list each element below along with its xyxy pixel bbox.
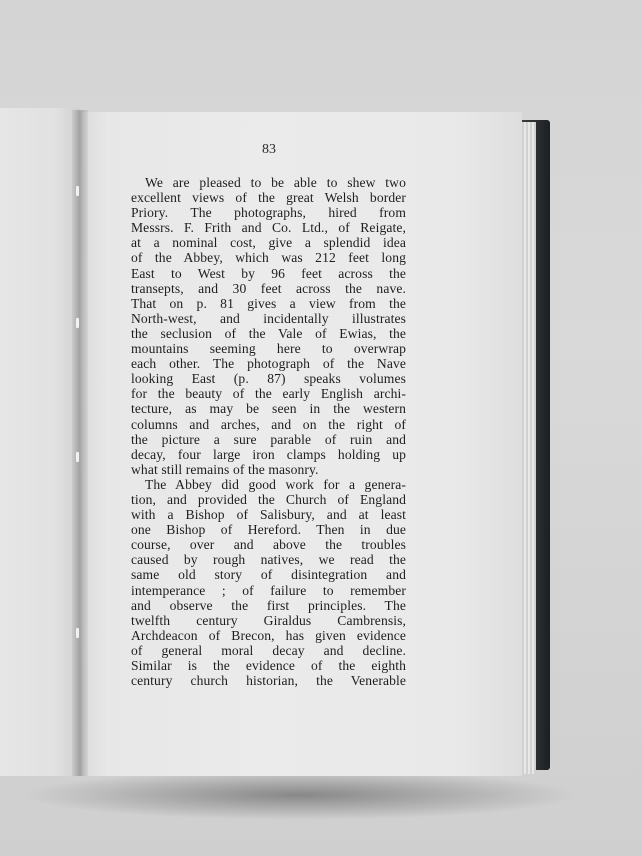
text-line: each other. The photograph of the Nave xyxy=(131,356,406,372)
text-line: of the Abbey, which was 212 feet long xyxy=(131,250,406,266)
text-line: Similar is the evidence of the eighth xyxy=(131,658,406,673)
text-line: intemperance ; of failure to remember xyxy=(131,582,406,598)
text-line: That on p. 81 gives a view from the xyxy=(131,295,406,311)
binding-stitch xyxy=(76,628,79,638)
text-line: North-west, and incidentally illustrates xyxy=(131,310,406,326)
paragraph xyxy=(131,477,406,688)
text-line: Priory. The photographs, hired from xyxy=(131,205,406,221)
binding-stitch xyxy=(76,186,79,196)
text-line: with a Bishop of Salisbury, and at least xyxy=(131,507,406,523)
text-line: looking East (p. 87) speaks volumes xyxy=(131,371,406,387)
book-gutter xyxy=(72,110,88,776)
text-line: transepts, and 30 feet across the nave. xyxy=(131,280,406,296)
text-line: century church historian, the Venerable xyxy=(131,673,406,689)
text-line: Archdeacon of Brecon, has given evidence xyxy=(131,627,406,643)
paragraph xyxy=(131,175,406,477)
text-line: the picture a sure parable of ruin and xyxy=(131,431,406,447)
text-line: Messrs. F. Frith and Co. Ltd., of Reigate, xyxy=(131,220,406,236)
left-page xyxy=(0,108,80,776)
binding-stitch xyxy=(76,452,79,462)
book-shadow xyxy=(20,770,580,820)
text-line: East to West by 96 feet across the xyxy=(131,265,406,281)
text-line: columns and arches, and on the right of xyxy=(131,416,406,432)
text-line: same old story of disintegration and xyxy=(131,567,406,583)
text-line: The Abbey did good work for a genera- xyxy=(145,476,406,492)
page-body-text xyxy=(131,175,406,688)
page-number: 83 xyxy=(262,142,276,157)
text-line: twelfth century Giraldus Cambrensis, xyxy=(131,612,406,628)
text-line: and observe the first principles. The xyxy=(131,597,406,613)
text-line: tion, and provided the Church of England xyxy=(131,491,406,507)
text-line: one Bishop of Hereford. Then in due xyxy=(131,522,406,538)
text-line: decay, four large iron clamps holding up xyxy=(131,446,406,462)
binding-stitch xyxy=(76,318,79,328)
text-line: excellent views of the great Welsh border xyxy=(131,190,406,206)
text-line: course, over and above the troubles xyxy=(131,537,406,553)
text-line: of general moral decay and decline. xyxy=(131,642,406,658)
text-line: at a nominal cost, give a splendid idea xyxy=(131,235,406,251)
text-line: We are pleased to be able to shew two xyxy=(145,175,406,190)
text-line: mountains seeming here to overwrap xyxy=(131,341,406,357)
text-line: for the beauty of the early English archi- xyxy=(131,386,406,402)
text-line: caused by rough natives, we read the xyxy=(131,552,406,568)
text-line: what still remains of the masonry. xyxy=(131,461,319,477)
text-line: tecture, as may be seen in the western xyxy=(131,401,406,417)
text-line: the seclusion of the Vale of Ewias, the xyxy=(131,325,406,341)
